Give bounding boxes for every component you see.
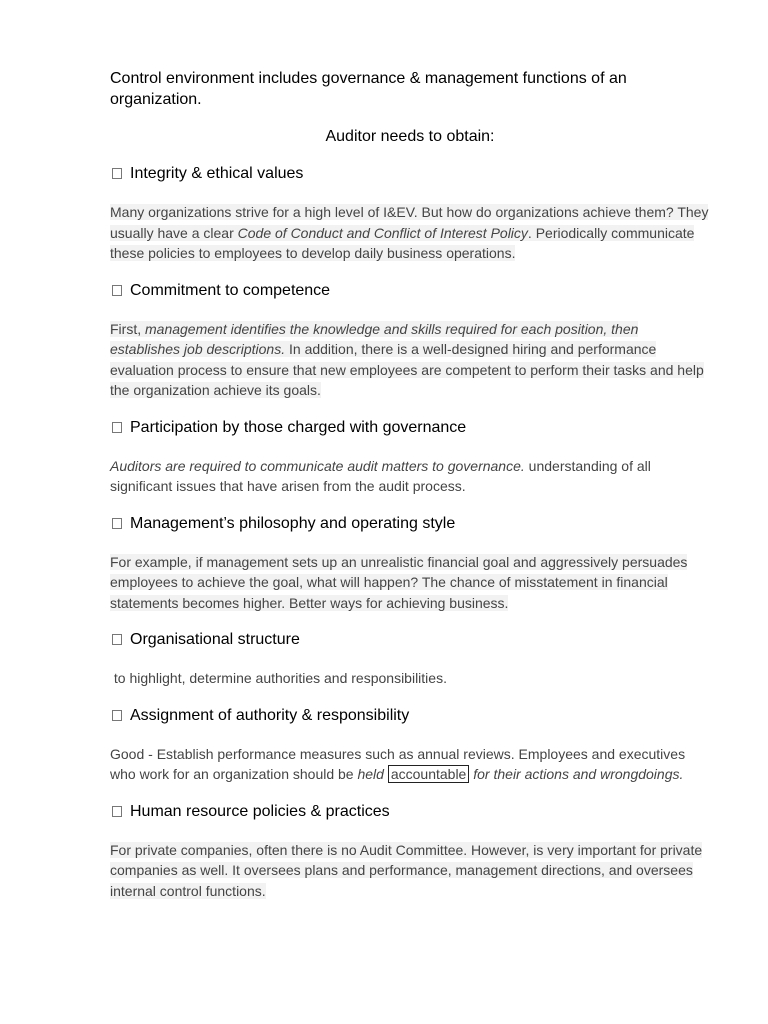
- section-paragraph: Many organizations strive for a high level of I&EV. But how do organizations achieve them? They usually have a clear Code of Conduct and Conflict of Interest Policy. Periodically communicate these policies to employees to develop daily business operations.: [110, 204, 709, 261]
- section-heading: Human resource policies & practices: [130, 802, 390, 820]
- checkbox-bullet-icon: [112, 422, 122, 433]
- section-structure: [110, 629, 710, 689]
- section-heading: Assignment of authority & responsibility: [130, 706, 410, 724]
- section-paragraph: Auditors are required to communicate audit matters to governance. understanding of all significant issues that have arisen from the audit process.: [110, 457, 651, 494]
- checkbox-bullet-icon: [112, 710, 122, 721]
- document-content: [110, 68, 710, 901]
- checkbox-bullet-icon: [112, 285, 122, 296]
- section-integrity: [110, 163, 710, 264]
- section-paragraph: For example, if management sets up an unrealistic financial goal and aggressively persuades employees to achieve the goal, what will happen? The chance of misstatement in financial statements becomes higher. Better ways for achieving business.: [110, 553, 688, 611]
- section-heading: Participation by those charged with governance: [130, 418, 467, 436]
- checkbox-bullet-icon: [112, 806, 122, 817]
- section-paragraph: For private companies, often there is no Audit Committee. However, is very important for private companies as well. It oversees plans and performance, management directions, and oversees internal control functions.: [110, 841, 703, 899]
- section-paragraph: First, management identifies the knowledge and skills required for each position, then establishes job descriptions. In addition, there is a well-designed hiring and performance evaluation process to ensure that new employees are competent to perform their tasks and help the organization achieve its goals.: [110, 320, 704, 398]
- section-authority: [110, 705, 710, 785]
- section-heading: Management’s philosophy and operating style: [130, 514, 456, 532]
- section-paragraph: Good - Establish performance measures such as annual reviews. Employees and executives who work for an organization should be held accountable for their actions and wrongdoings.: [110, 745, 686, 782]
- subtitle: Auditor needs to obtain:: [325, 128, 495, 145]
- intro-text: Control environment includes governance & management functions of an organization.: [110, 70, 627, 108]
- section-heading: Integrity & ethical values: [130, 165, 304, 182]
- section-governance: [110, 417, 710, 497]
- checkbox-bullet-icon: [112, 518, 122, 529]
- section-paragraph: to highlight, determine authorities and responsibilities.: [110, 670, 447, 686]
- section-heading: Commitment to competence: [130, 281, 331, 299]
- highlighted-word-box: accountable: [388, 765, 470, 783]
- checkbox-bullet-icon: [112, 634, 122, 645]
- section-heading: Organisational structure: [130, 631, 300, 648]
- checkbox-bullet-icon: [112, 168, 122, 179]
- section-competence: [110, 280, 710, 401]
- section-hr-policies: [110, 801, 710, 902]
- section-philosophy: [110, 513, 710, 614]
